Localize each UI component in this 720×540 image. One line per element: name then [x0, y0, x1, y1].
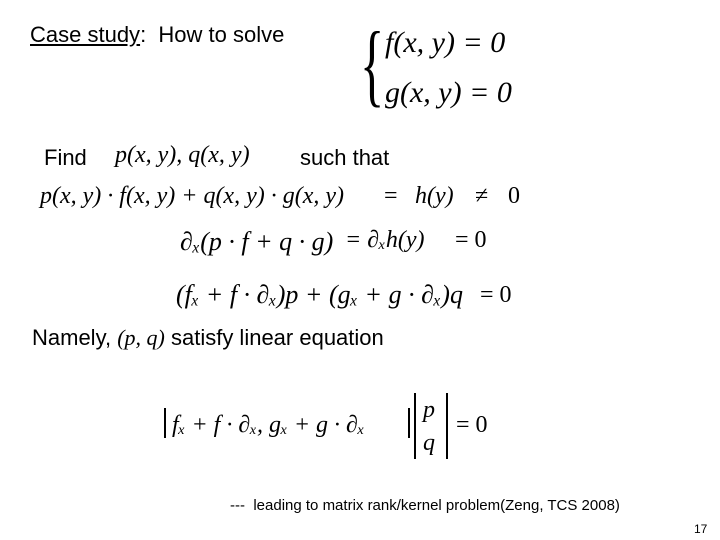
find-variables: p(x, y), q(x, y) — [115, 142, 250, 168]
vector-entry-q: q — [423, 430, 435, 456]
system-equation-f: f(x, y) = 0 — [385, 26, 506, 59]
equation-line-1-equals: = — [384, 183, 398, 209]
namely-line — [32, 325, 384, 351]
page-number: 17 — [694, 522, 708, 536]
equation-line-1-neq: ≠ — [475, 183, 489, 209]
system-equation-g: g(x, y) = 0 — [385, 76, 512, 109]
namely-pq: (p, q) — [117, 325, 165, 350]
equation-line-3: (fₓ + f · ∂ₓ)p + (gₓ + g · ∂ₓ)q — [176, 280, 463, 309]
footnote-dashes: --- — [230, 497, 245, 514]
heading-how-to-solve: How to solve — [158, 22, 285, 47]
such-that-label: such that — [300, 145, 390, 170]
find-label: Find — [44, 145, 87, 170]
footnote-text: leading to matrix rank/kernel problem — [253, 497, 501, 514]
case-study-label: Case study — [30, 22, 141, 47]
equation-line-2-rhs: = 0 — [455, 227, 487, 253]
equation-line-1-lhs: p(x, y) · f(x, y) + q(x, y) · g(x, y) — [40, 183, 345, 209]
slide-heading — [30, 22, 284, 48]
footnote-citation: (Zeng, TCS 2008) — [500, 497, 620, 514]
heading-colon: : — [140, 22, 147, 47]
footnote — [230, 497, 620, 514]
equation-line-1-h: h(y) — [415, 183, 454, 209]
system-brace: { — [360, 13, 385, 115]
vector-entry-p: p — [423, 397, 435, 423]
namely-label: Namely, — [32, 325, 112, 350]
equation-line-1-zero: 0 — [508, 183, 520, 209]
matrix-equals-zero: = 0 — [456, 412, 488, 438]
equation-line-3-rhs: = 0 — [480, 282, 512, 308]
row-matrix-entries: fₓ + f · ∂ₓ, gₓ + g · ∂ₓ — [172, 412, 365, 438]
equation-line-2-mid: = ∂ₓh(y) — [345, 227, 425, 253]
equation-line-2-lhs: ∂ₓ(p · f + q · g) — [180, 227, 334, 256]
namely-rest: satisfy linear equation — [170, 325, 384, 350]
